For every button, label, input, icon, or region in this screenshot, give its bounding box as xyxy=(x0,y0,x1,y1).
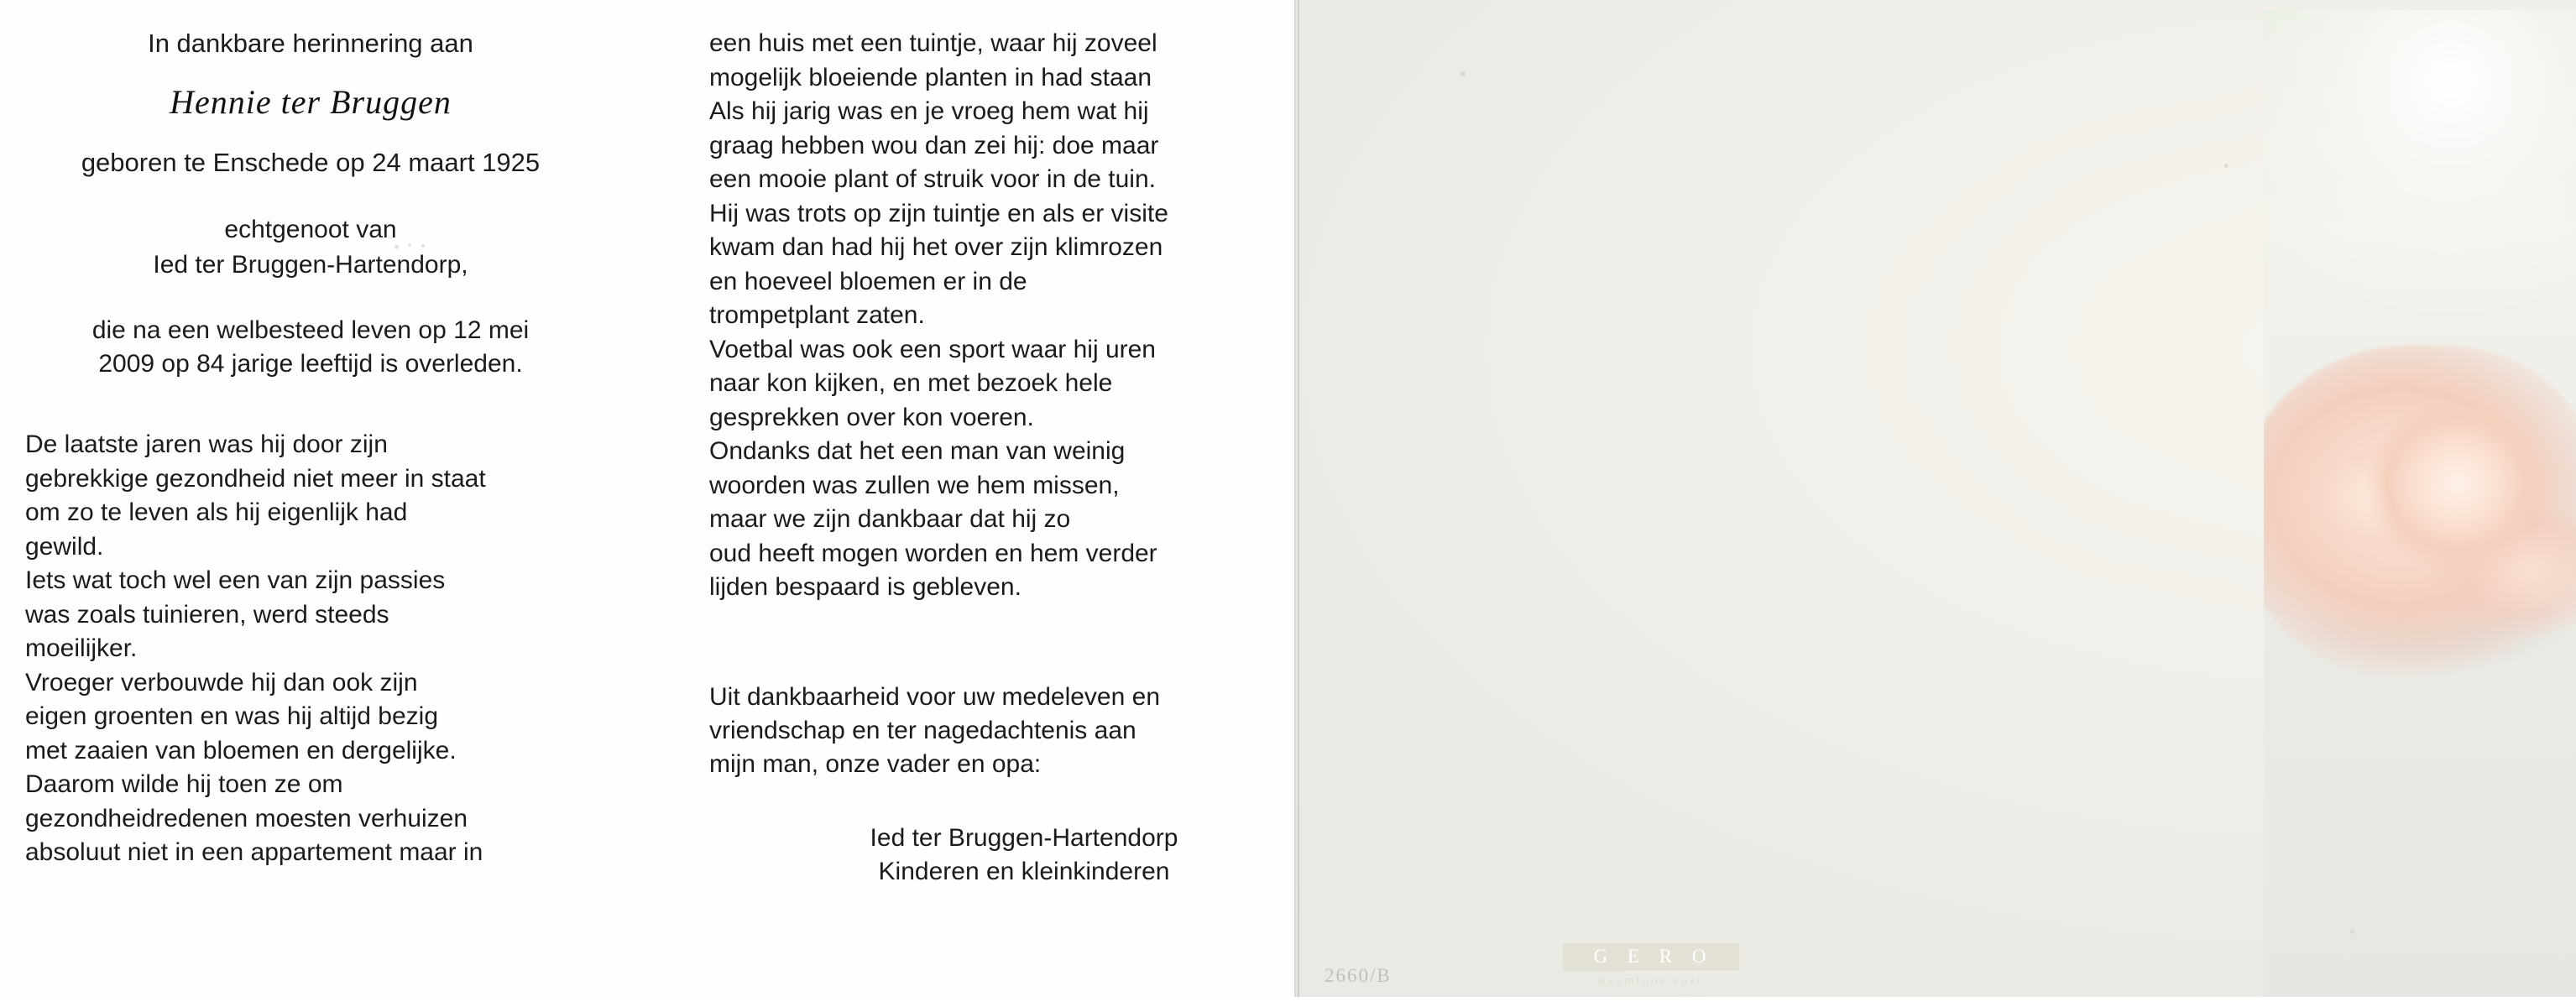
reference-code: 2660/B xyxy=(1325,965,1392,986)
birth-line: geboren te Enschede op 24 maart 1925 xyxy=(81,148,541,177)
photo-speck xyxy=(2350,930,2354,934)
rose-photograph xyxy=(2264,10,2576,997)
printer-logo-mark: G E R O xyxy=(1563,943,1739,971)
photo-seam xyxy=(1298,0,1299,997)
memorial-text-part-1: De laatste jaren was hij door zijn gebrekkige gezondheid niet meer in staat om zo te leven als hij eigenlijk had gewild. Iets wat toch wel een van zijn passies was zoals tuinieren, werd steeds moeilijker. Vroeger verbouwde hij dan ook zijn eigen groenten en was hij altijd bezig met zaaien van bloemen en dergelijke. Daarom wilde hij toen ze om gezondheidredenen moesten verhuizen absoluut niet in een appartement maar in xyxy=(25,430,486,866)
thanks-text: Uit dankbaarheid voor uw medeleven en vriendschap en ter nagedachtenis aan mijn man, onze vader en opa: xyxy=(709,682,1160,778)
text-column-1 xyxy=(25,0,596,870)
paper-speck xyxy=(394,245,399,249)
text-column-2 xyxy=(709,0,1263,889)
signature-text: Ied ter Bruggen-Hartendorp Kinderen en kleinkinderen xyxy=(870,823,1178,885)
photo-speck xyxy=(1460,71,1466,76)
rose-center xyxy=(2364,404,2549,581)
paper-speck xyxy=(408,243,411,247)
right-page xyxy=(1297,0,2576,1007)
paper-speck xyxy=(421,244,425,248)
death-line: die na een welbesteed leven op 12 mei 2009 op 84 jarige leeftijd is overleden. xyxy=(91,316,530,378)
spouse-name: Ied ter Bruggen-Hartendorp, xyxy=(153,251,468,279)
spouse-label: echtgenoot van xyxy=(224,216,397,243)
memorial-text-part-2: een huis met een tuintje, waar hij zoveel mogelijk bloeiende planten in had staan Als hij jarig was en je vroeg hem wat hij graag hebben wou dan zei hij: doe maar een mooie plant of struik voor in de tuin. Hij was trots op zijn tuintje en als er visite kwam dan had hij het over zijn klimrozen en hoeveel bloemen er in de trompetplant zaten. Voetbal was ook een sport waar hij uren naar kon kijken, en met bezoek hele gesprekken over kon voeren. Ondanks dat het een man van weinig woorden was zullen we hem missen, maar we zijn dankbaar dat hij zo oud heeft mogen worden en hem verder lijden bespaard is gebleven. xyxy=(709,29,1168,601)
photo-speck xyxy=(2224,164,2229,168)
deceased-name: Hennie ter Bruggen xyxy=(170,83,452,121)
printer-logo xyxy=(1563,943,1739,989)
intro-line: In dankbare herinnering aan xyxy=(148,29,473,58)
bottom-edge xyxy=(0,997,2576,1007)
photo-highlight xyxy=(2264,10,2576,363)
printer-logo-subtitle: naamloos vast xyxy=(1598,974,1704,988)
photo-background xyxy=(1297,0,2576,997)
